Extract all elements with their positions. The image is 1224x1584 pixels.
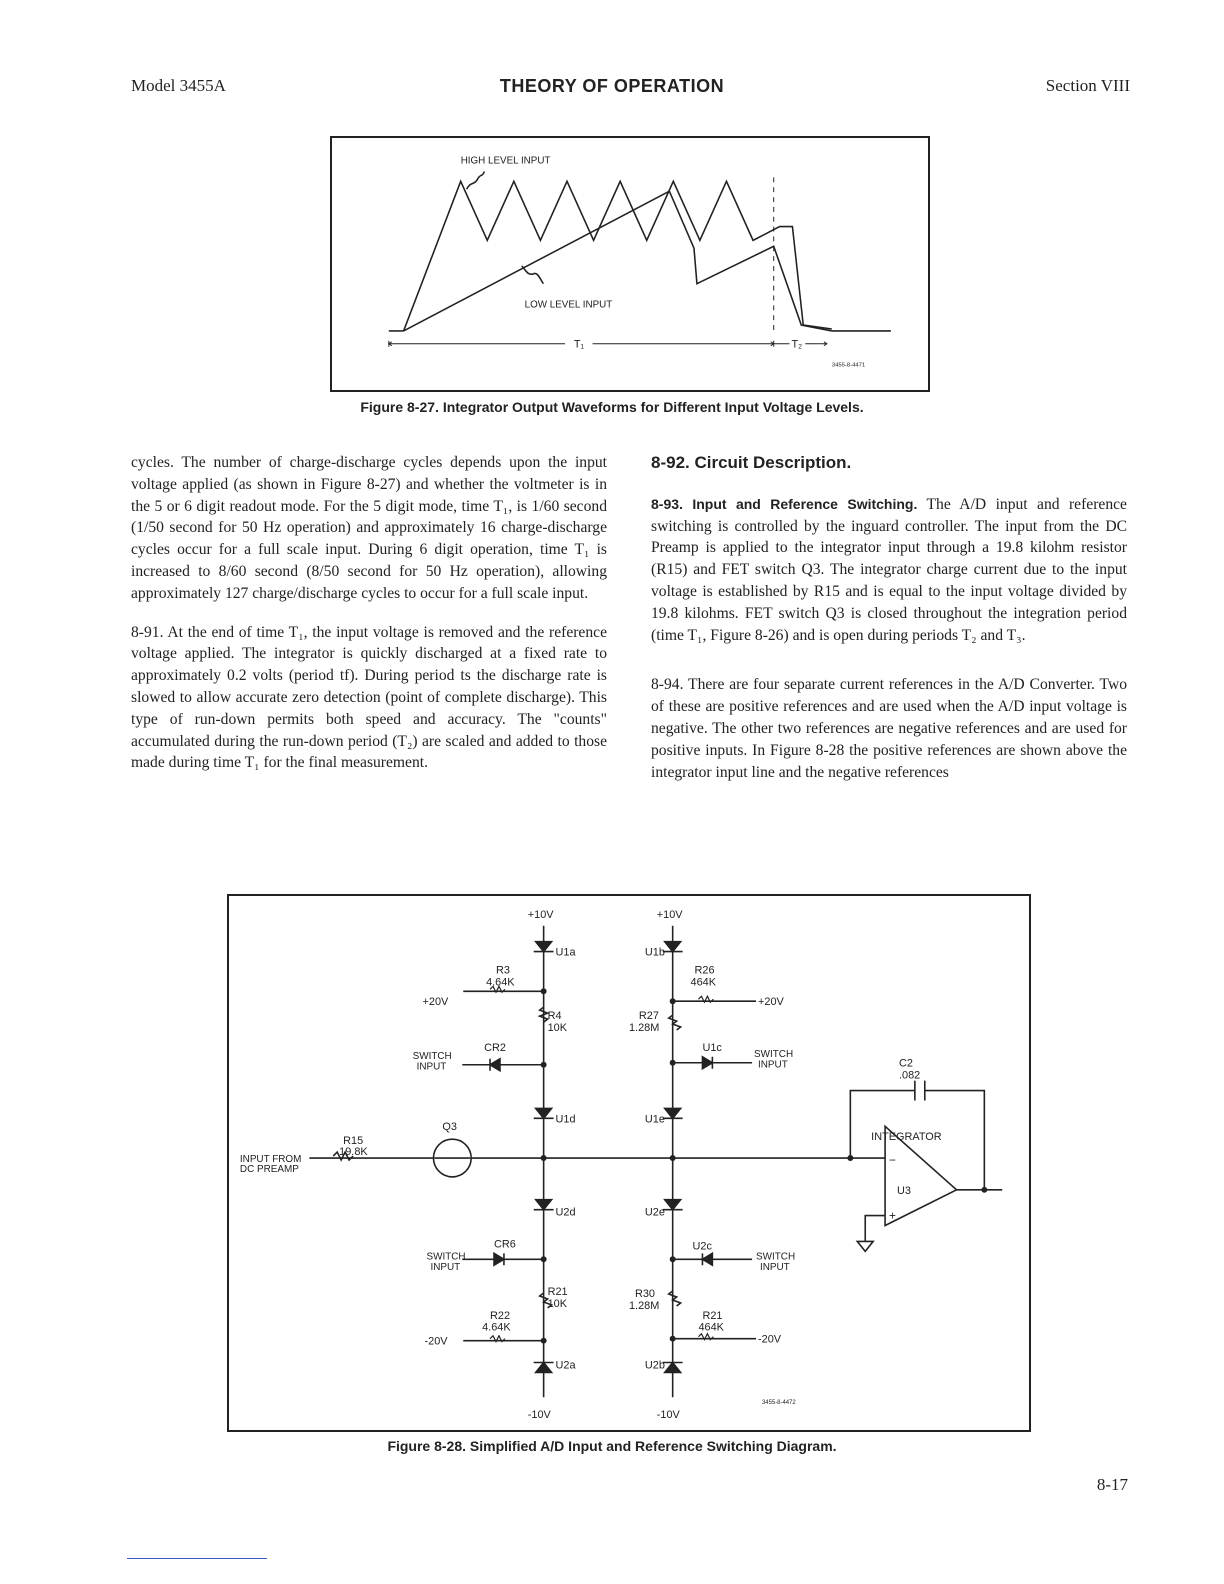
u1d-diode [534, 1108, 554, 1118]
figure-8-27 [330, 136, 930, 392]
label-p10v-left: +10V [527, 908, 554, 921]
left-column [131, 452, 607, 791]
u2e-diode [663, 1200, 683, 1210]
label-m10v-right: -10V [656, 1409, 680, 1422]
label-r3: R3 [495, 964, 510, 977]
label-c2-value: .082 [898, 1069, 921, 1082]
label-r22-value: 4.64K [482, 1321, 511, 1334]
figure-code: 3455-8-4472 [762, 1400, 796, 1407]
label-p20v-left: +20V [422, 996, 449, 1009]
u2b-diode [663, 1363, 683, 1373]
label-u2e: U2e [644, 1206, 665, 1219]
label-u2b: U2b [644, 1359, 665, 1372]
header-title: THEORY OF OPERATION [499, 76, 725, 96]
paragraph: cycles. The number of charge-discharge cycles depends upon the input voltage applied (as shown in Figure 8-27) and whether the voltmeter is in the 5 or 6 digit readout mode. For the 5 digit mode, time T₁, is 1/60 second (1/50 second for 50 Hz operation) and approximately 16 charge-discharge cycles occur for a full scale input. During 6 digit operation, time T₁ is increased to 8/60 second (8/50 second for 50 Hz operation), allowing approximately 127 charge/discharge cycles to occur for a full scale input. [131, 454, 607, 602]
label-m10v-left: -10V [527, 1409, 551, 1422]
figure-8-28-caption: Figure 8-28. Simplified A/D Input and Reference Switching Diagram. [387, 1438, 837, 1454]
label-input-right-bottom: INPUT [760, 1262, 790, 1274]
label-r15: R15 [343, 1135, 364, 1148]
c2-capacitor [915, 1081, 925, 1101]
paragraph: 8-91. At the end of time T₁, the input voltage is removed and the reference voltage applied. The integrator is quickly discharged at a fixed rate to approximately 0.2 volts (period tf). During period ts the discharge rate is slowed to allow accurate zero detection (point of complete discharge). This type of run-down permits both speed and accuracy. The "counts" accumulated during the run-down period (T₂) are scaled and added to those made during time T₁ for the final measurement. [131, 623, 607, 772]
opamp-minus: − [889, 1152, 897, 1167]
figure-8-28 [227, 894, 1031, 1432]
cr2-diode [490, 1059, 500, 1071]
label-u1d: U1d [555, 1113, 576, 1126]
right-column [651, 452, 1127, 800]
switching-circuit-diagram [229, 896, 1029, 1430]
label-r21b-value: 464K [698, 1321, 724, 1334]
header-section: Section VIII [1045, 76, 1130, 95]
high-label-leader [467, 171, 485, 189]
label-m20v-right: -20V [758, 1333, 782, 1346]
label-switch-left-bottom: SWITCH [426, 1251, 466, 1263]
label-switch-right-top: SWITCH [754, 1048, 794, 1060]
label-u2a: U2a [555, 1359, 576, 1372]
label-u1b: U1b [644, 946, 665, 959]
label-input-left-top: INPUT [416, 1061, 447, 1073]
integrator-waveform-diagram [332, 138, 928, 390]
label-input-right-top: INPUT [758, 1059, 788, 1071]
header-model: Model 3455A [131, 76, 226, 95]
paragraph-body: The A/D input and reference switching is controlled by the inguard controller. The input from the DC Preamp is applied to the integrator input through a 19.8 kilohm resistor (R15) and FET switch Q3. The integrator charge current due to the input voltage is established by R15 and is equal to the input voltage divided by 19.8 kilohms. FET switch Q3 is closed throughout the integration period (time T₁, Figure 8-26) and is open during periods T₂ and T₃. [651, 495, 1127, 644]
u1b-diode [663, 942, 683, 952]
t2-label: T₂ [791, 338, 803, 351]
u1e-diode [663, 1108, 683, 1118]
label-m20v-left: -20V [424, 1335, 448, 1348]
u2d-diode [534, 1200, 554, 1210]
page-number: 8-17 [1096, 1475, 1128, 1494]
label-r26: R26 [694, 964, 715, 977]
label-integrator: INTEGRATOR [871, 1131, 942, 1144]
high-level-label: HIGH LEVEL INPUT [460, 155, 551, 167]
label-r3-value: 4.64K [486, 976, 515, 989]
label-r26-value: 464K [690, 976, 717, 989]
footer-rule [127, 1558, 267, 1559]
u2c-diode [702, 1253, 712, 1265]
t1-label: T₁ [573, 338, 585, 351]
section-title: 8-92. Circuit Description. [651, 453, 852, 472]
label-switch-right-bottom: SWITCH [756, 1251, 796, 1263]
label-r15-value: 19.8K [339, 1146, 368, 1159]
paragraph: 8-94. There are four separate current references in the A/D Converter. Two of these are positive references and are used when the A/D input voltage is negative. The other two references are negative references and are used for positive inputs. In Figure 8-28 the positive references are shown above the integrator input line and the negative references [651, 676, 1127, 781]
label-u1c: U1c [702, 1041, 722, 1054]
low-label-leader [522, 266, 544, 284]
label-c2: C2 [898, 1057, 913, 1070]
label-input-left-bottom: INPUT [430, 1262, 461, 1274]
opamp-plus: + [889, 1208, 897, 1223]
label-r21b: R21 [702, 1309, 723, 1322]
label-u1a: U1a [555, 946, 576, 959]
label-r27: R27 [638, 1010, 659, 1023]
u2a-diode [534, 1363, 554, 1373]
label-u2c: U2c [692, 1240, 712, 1253]
label-r30: R30 [634, 1287, 655, 1300]
label-r22: R22 [490, 1309, 511, 1322]
label-r4-value: 10K [547, 1021, 568, 1034]
label-input-from: INPUT FROM [239, 1154, 302, 1166]
label-dc-preamp: DC PREAMP [239, 1163, 299, 1175]
ground-symbol [857, 1241, 873, 1251]
label-u3: U3 [896, 1184, 911, 1197]
r30-resistor [669, 1291, 681, 1306]
label-u1e: U1e [644, 1113, 665, 1126]
low-level-waveform [404, 191, 832, 331]
label-cr6: CR6 [494, 1238, 516, 1251]
figure-code: 3455-8-4471 [831, 362, 866, 369]
label-r21a-value: 10K [547, 1297, 568, 1310]
u1c-diode [702, 1057, 712, 1069]
label-r4: R4 [547, 1010, 562, 1023]
paragraph-heading: 8-93. Input and Reference Switching. [651, 495, 918, 512]
label-cr2: CR2 [484, 1041, 506, 1054]
paragraph [651, 494, 1127, 647]
label-r30-value: 1.28M [629, 1299, 660, 1312]
label-r21a: R21 [547, 1286, 568, 1299]
low-level-label: LOW LEVEL INPUT [524, 299, 613, 311]
label-r27-value: 1.28M [629, 1021, 660, 1034]
label-switch-left-top: SWITCH [412, 1050, 452, 1062]
high-level-waveform [404, 181, 832, 331]
u1a-diode [534, 942, 554, 952]
label-p10v-right: +10V [656, 908, 683, 921]
label-q3: Q3 [442, 1121, 457, 1134]
ground-line [865, 1216, 885, 1242]
label-p20v-right: +20V [758, 996, 784, 1009]
figure-8-27-caption: Figure 8-27. Integrator Output Waveforms for Different Input Voltage Levels. [360, 399, 864, 415]
r27-resistor [669, 1015, 681, 1030]
label-u2d: U2d [555, 1206, 576, 1219]
cr6-diode [494, 1253, 504, 1265]
